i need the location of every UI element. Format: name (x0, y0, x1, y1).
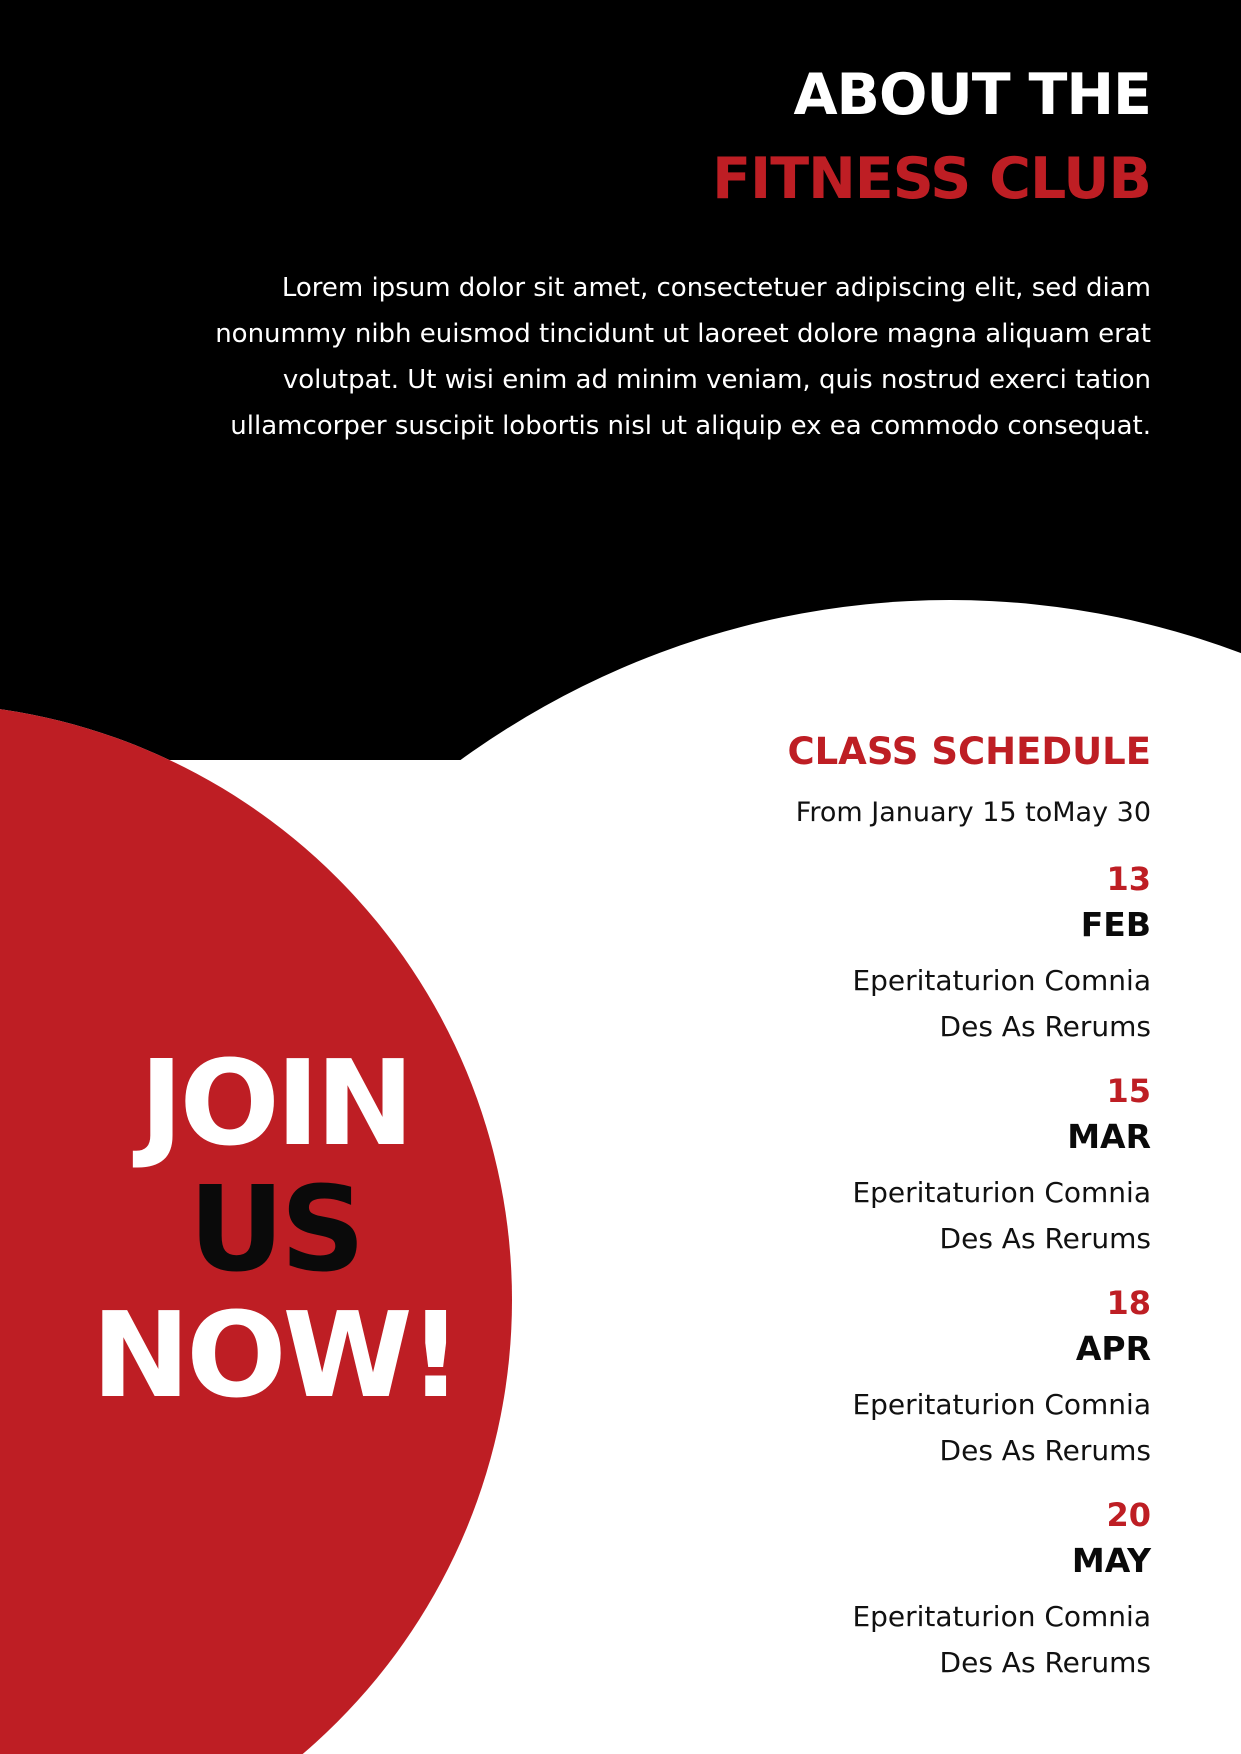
event-day: 20 (1106, 1496, 1151, 1534)
cta-now: NOW! (91, 1286, 459, 1424)
about-title-line2: FITNESS CLUB (712, 146, 1151, 212)
about-paragraph-line: Lorem ipsum dolor sit amet, consectetuer adipiscing elit, sed diam (281, 273, 1151, 303)
cta-join: JOIN (139, 1034, 411, 1172)
event-description-line: Des As Rerums (939, 1434, 1151, 1467)
event-description-line: Des As Rerums (939, 1222, 1151, 1255)
schedule-list (651, 856, 1151, 1704)
schedule-item (651, 856, 1151, 1068)
about-paragraph-line: ullamcorper suscipit lobortis nisl ut aliquip ex ea commodo consequat. (230, 411, 1151, 441)
schedule-item (651, 1280, 1151, 1492)
schedule-title: CLASS SCHEDULE (787, 730, 1151, 773)
event-description (651, 1382, 1151, 1474)
event-description-line: Eperitaturion Comnia (852, 1176, 1151, 1209)
event-description-line: Eperitaturion Comnia (852, 1600, 1151, 1633)
schedule-date-range: From January 15 toMay 30 (795, 797, 1151, 828)
event-description (651, 1170, 1151, 1262)
event-description-line: Eperitaturion Comnia (852, 1388, 1151, 1421)
event-description-line: Des As Rerums (939, 1010, 1151, 1043)
event-description (651, 958, 1151, 1050)
event-day: 18 (1106, 1284, 1151, 1322)
event-month: MAY (1071, 1541, 1151, 1580)
about-paragraph (91, 265, 1151, 449)
about-title-line1: ABOUT THE (793, 62, 1151, 128)
event-description (651, 1594, 1151, 1686)
event-month: FEB (1080, 905, 1151, 944)
cta-us: US (188, 1160, 362, 1298)
event-day: 15 (1106, 1072, 1151, 1110)
event-month: APR (1075, 1329, 1151, 1368)
about-paragraph-line: nonummy nibh euismod tincidunt ut laoreet dolore magna aliquam erat (215, 319, 1151, 349)
event-description-line: Eperitaturion Comnia (852, 964, 1151, 997)
schedule-item (651, 1492, 1151, 1704)
schedule-item (651, 1068, 1151, 1280)
event-day: 13 (1106, 860, 1151, 898)
about-paragraph-line: volutpat. Ut wisi enim ad minim veniam, quis nostrud exerci tation (282, 365, 1151, 395)
event-description-line: Des As Rerums (939, 1646, 1151, 1679)
event-month: MAR (1067, 1117, 1151, 1156)
